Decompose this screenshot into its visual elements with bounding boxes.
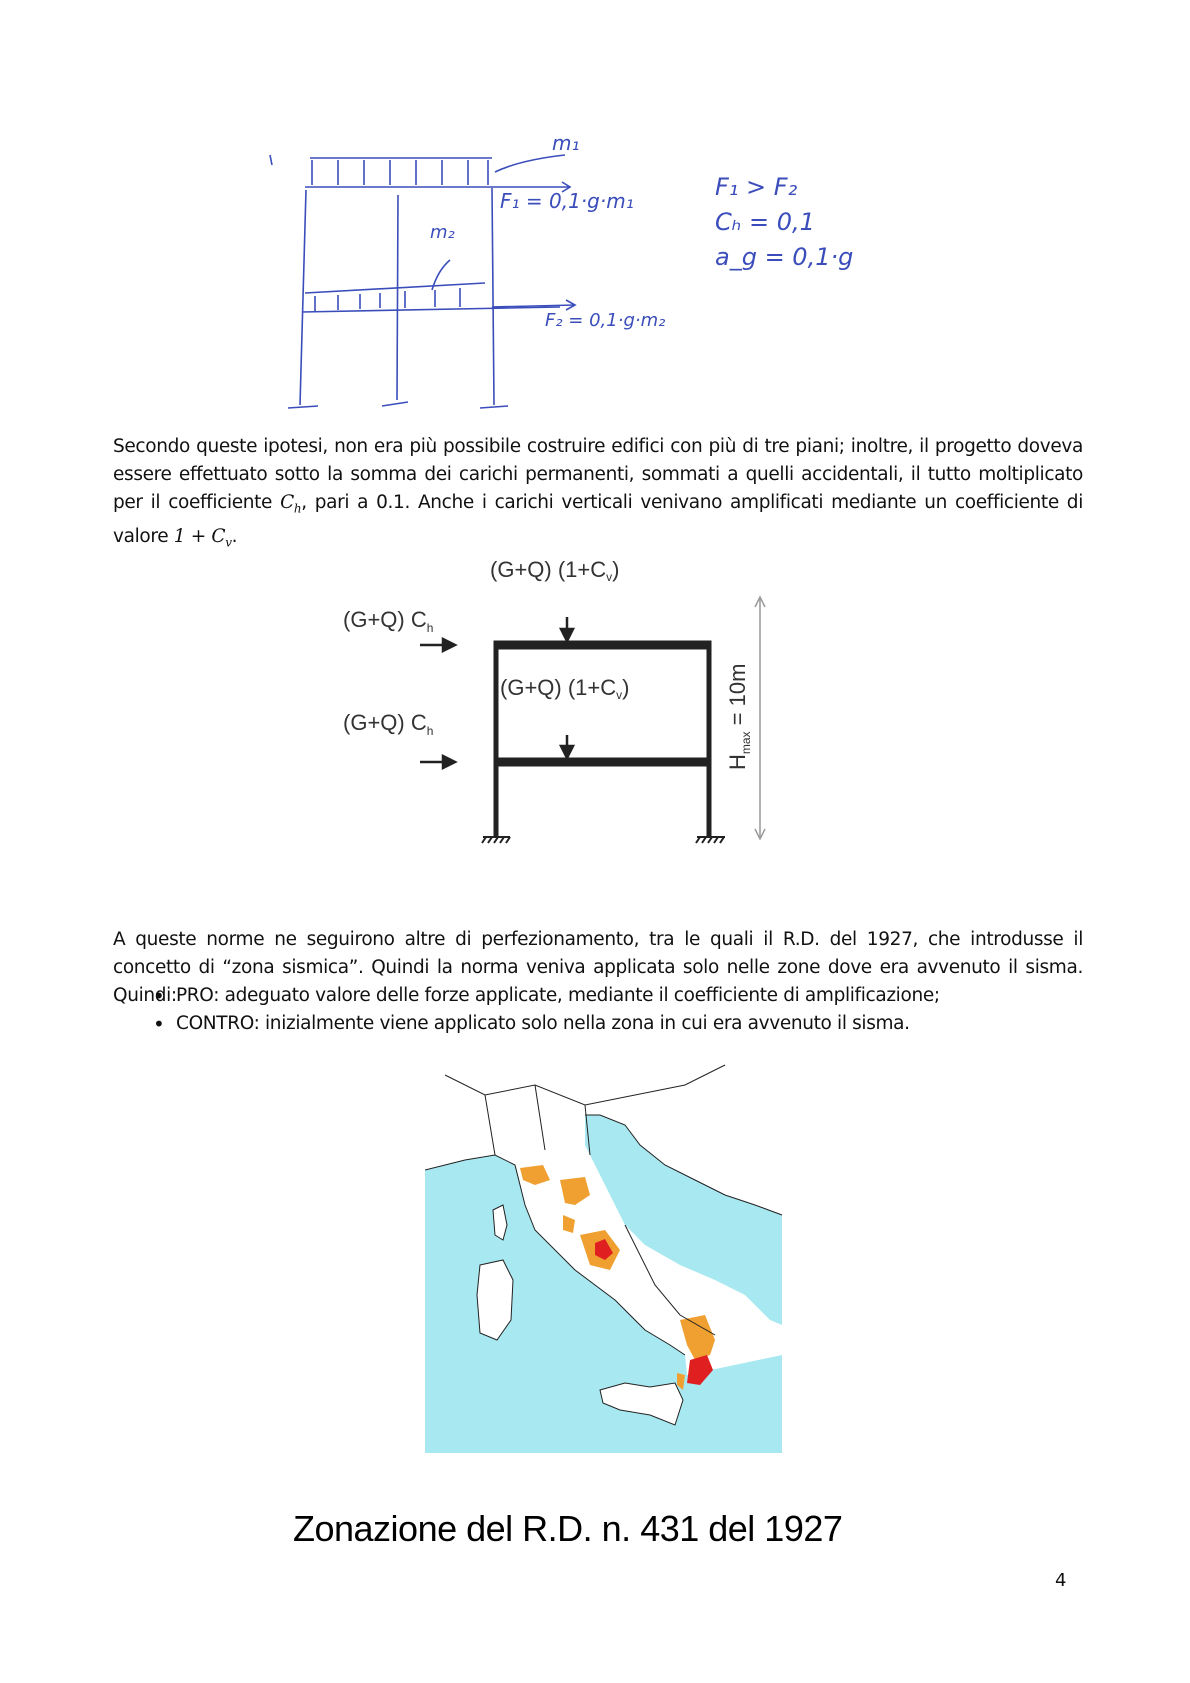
mid-horizontal-load-label: (G+Q) $C_h$ [343,710,434,738]
mass-m2-label: m₂ [430,222,455,243]
page-number: 4 [1055,1570,1067,1591]
paragraph-hypotheses [113,433,1083,556]
bullet-pro: • PRO: adeguato valore delle forze applicate, mediante il coefficiente di amplificazione; [113,982,1083,1010]
paragraph-text-1: Secondo queste ipotesi, non era più possibile costruire edifici con più di tre piani; inoltre, il progetto doveva essere effettuato sotto la somma dei carichi permanenti, sommati a quelli accidentali, il tutto moltiplicato per il coefficiente [113,436,1083,513]
fixed-support-left [482,837,510,843]
paragraph-text-3: . [231,525,238,547]
pro-contro-list [113,982,1083,1038]
math-cv-expr: 1 + C [173,525,226,547]
note-ag-value: a_g = 0,1·g [715,243,854,271]
map-caption: Zonazione del R.D. n. 431 del 1927 [293,1508,843,1549]
right-column [707,641,711,836]
force-f1-equation: F₁ = 0,1·g·m₁ [500,189,634,213]
note-f1-gt-f2: F₁ > F₂ [715,173,798,201]
left-column [494,641,498,836]
height-dimension-arrow [755,597,765,839]
middle-beam [495,758,710,766]
math-ch [280,492,302,516]
math-ch-sub: h [293,501,302,516]
paragraph-text-2: , pari a 0.1. Anche i carichi verticali venivano amplificati mediante un coefficiente di valore [113,492,1083,547]
top-vertical-load-label: (G+Q) (1+Cv) [490,557,620,584]
mass-m1-label: m₁ [552,131,580,155]
mid-vertical-load-label: (G+Q) (1+Cv) [500,675,630,702]
bullet-contro: • CONTRO: inizialmente viene applicato solo nella zona in cui era avvenuto il sisma. [113,1010,1083,1038]
force-f2-equation: F₂ = 0,1·g·m₂ [545,310,666,331]
math-ch-symbol: C [280,492,294,513]
height-max-label: $H_{max} = 10m$ [725,663,753,770]
frame-load-diagram [340,555,860,925]
handwritten-frame-sketch [260,130,900,420]
math-cv [173,525,232,550]
note-ch-value: Cₕ = 0,1 [715,208,815,236]
italy-seismic-zone-map [425,1055,785,1455]
math-cv-sub: v [225,535,232,550]
fixed-support-right [696,837,725,843]
top-horizontal-load-label: (G+Q) $C_h$ [343,607,434,635]
top-beam [495,641,710,649]
paragraph-seismic-zone-text: A queste norme ne seguirono altre di perfezionamento, tra le quali il R.D. del 1927, che introdusse il concetto di “zona sismica”. Quindi la norma veniva applicata solo nelle zone dove era avvenuto il sisma. Quindi: [113,929,1083,1006]
